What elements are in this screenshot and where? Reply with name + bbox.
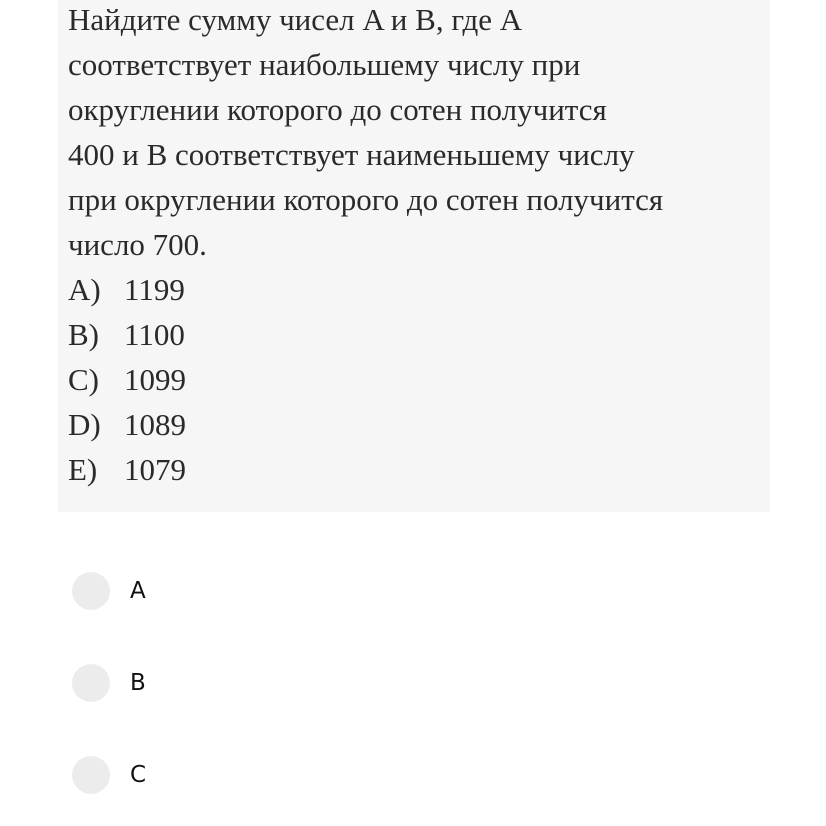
question-text <box>68 0 768 492</box>
question-option-e <box>68 447 768 492</box>
option-value: 1199 <box>124 272 185 307</box>
question-option-d <box>68 402 768 447</box>
answer-option-b[interactable] <box>72 663 372 703</box>
option-letter: D) <box>68 407 101 442</box>
answer-label-b: B <box>130 670 146 696</box>
question-option-b <box>68 312 768 357</box>
question-line: Найдите сумму чисел A и B, где A <box>68 2 523 37</box>
question-line: округлении которого до сотен получится <box>68 92 607 127</box>
answer-option-a[interactable] <box>72 571 372 611</box>
radio-button-c[interactable] <box>72 756 110 794</box>
question-line: 400 и B соответствует наименьшему числу <box>68 137 635 172</box>
option-value: 1099 <box>124 362 186 397</box>
radio-button-a[interactable] <box>72 572 110 610</box>
answer-label-c: C <box>130 762 147 788</box>
option-letter: A) <box>68 272 101 307</box>
radio-button-b[interactable] <box>72 664 110 702</box>
question-line: при округлении которого до сотен получится <box>68 182 664 217</box>
option-letter: B) <box>68 317 99 352</box>
answer-label-a: A <box>130 578 146 604</box>
option-value: 1079 <box>124 452 186 487</box>
answer-option-c[interactable] <box>72 755 372 795</box>
question-line: число 700. <box>68 227 207 262</box>
option-value: 1100 <box>124 317 185 352</box>
question-option-c <box>68 357 768 402</box>
question-option-a <box>68 267 768 312</box>
option-letter: E) <box>68 452 98 487</box>
option-letter: C) <box>68 362 99 397</box>
option-value: 1089 <box>124 407 186 442</box>
question-line: соответствует наибольшему числу при <box>68 47 581 82</box>
